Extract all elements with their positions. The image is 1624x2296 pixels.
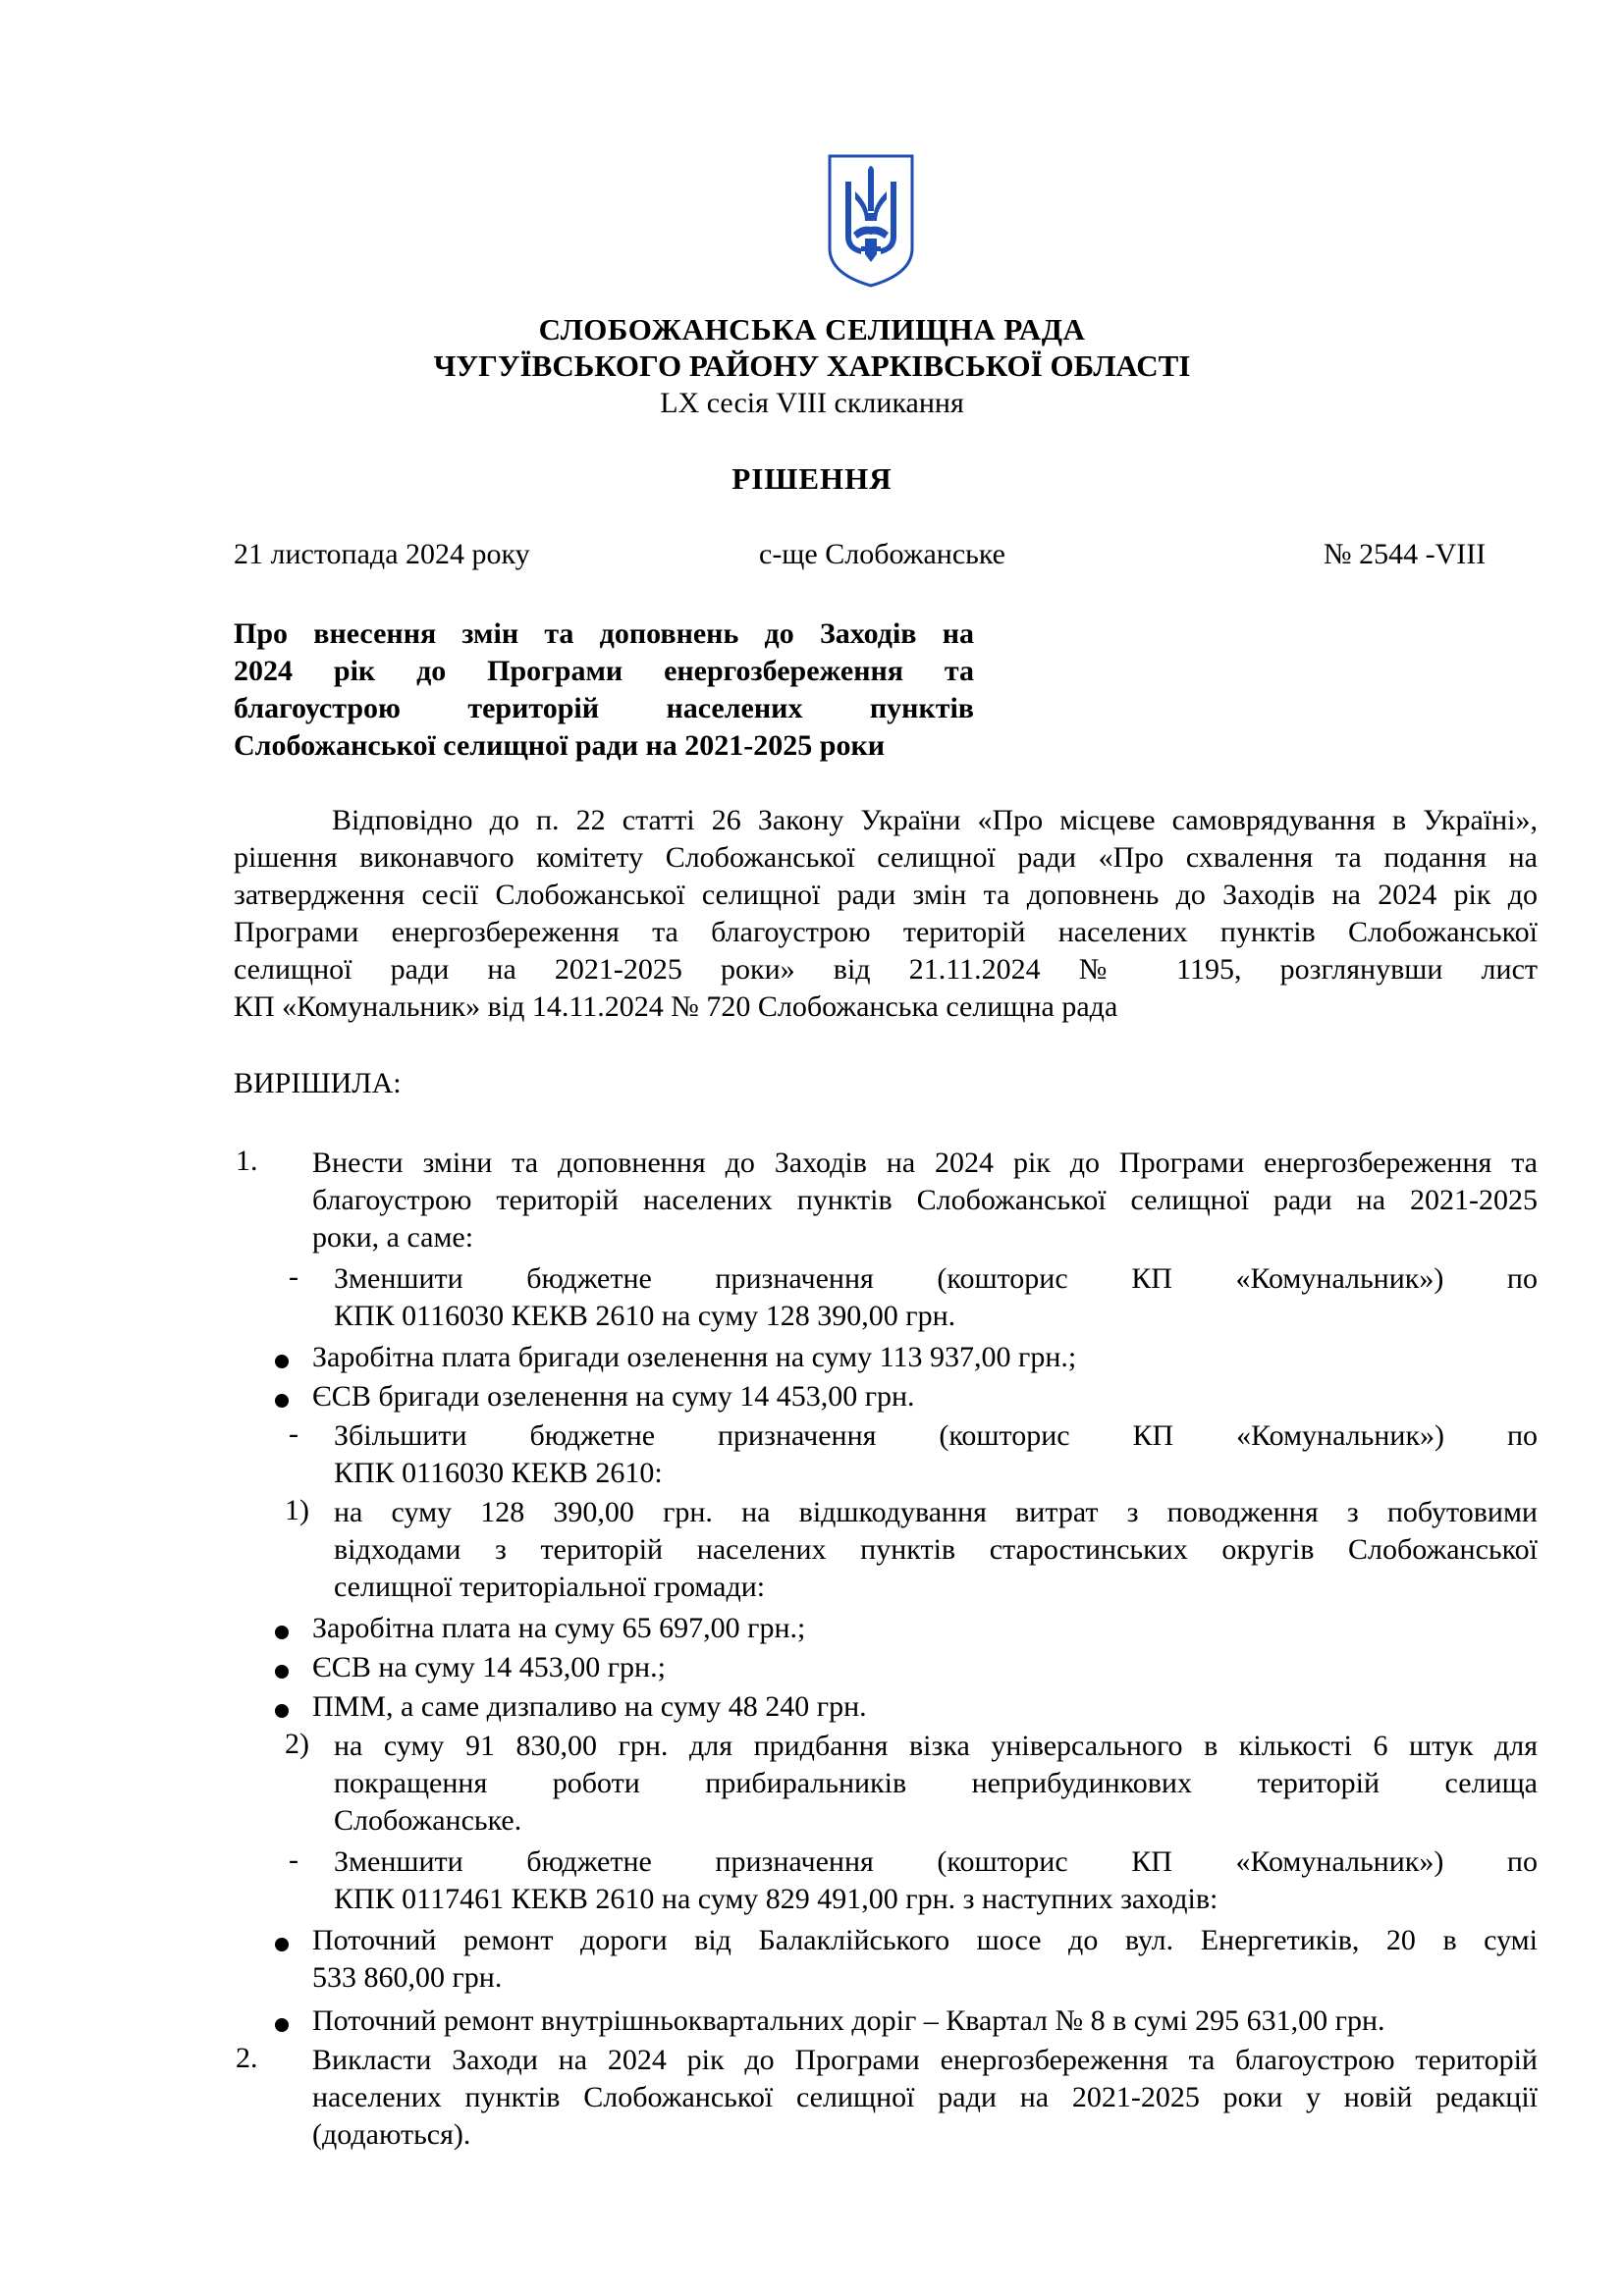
- subject-line: благоустрою територій населених пунктів: [234, 692, 974, 724]
- bullet-text: Поточний ремонт дороги від Балаклійського шосе до вул. Енергетиків, 20 в сумі 533 860,00 грн.: [312, 1924, 1538, 1994]
- subitem-number-2: 2): [285, 1728, 309, 1760]
- reduce-allocation-text: Зменшити бюджетне призначення (кошторис КП «Комунальник») по КПК 0117461 КЕКВ 2610 на суму 829 491,00 грн. з наступних заходів:: [334, 1845, 1538, 1915]
- preamble-line: КП «Комунальник» від 14.11.2024 № 720 Слобожанська селищна рада: [234, 990, 1118, 1023]
- subitem-number-1: 1): [285, 1494, 309, 1526]
- preamble-paragraph: [234, 802, 1538, 1026]
- subitem-2-text: на суму 91 830,00 грн. для придбання візка універсального в кількості 6 штук для покращення роботи прибиральників неприбудинкових територій селища Слобожанське.: [334, 1730, 1538, 1837]
- bullet-text: ЄСВ на суму 14 453,00 грн.;: [312, 1651, 666, 1683]
- council-name: СЛОБОЖАНСЬКА СЕЛИЩНА РАДА: [538, 312, 1086, 347]
- decision-subject: [234, 615, 974, 765]
- item-number-1: 1.: [236, 1145, 258, 1177]
- bullet-text: Заробітна плата на суму 65 697,00 грн.;: [312, 1612, 806, 1644]
- preamble-line: затвердження сесії Слобожанської селищної ради змін та доповнень до Заходів на 2024 рік до: [234, 879, 1538, 911]
- bullet-icon: [275, 1355, 289, 1368]
- reduce-allocation-text: Зменшити бюджетне призначення (кошторис КП «Комунальник») по КПК 0116030 КЕКВ 2610 на суму 128 390,00 грн.: [334, 1262, 1538, 1332]
- bullet-text: ЄСВ бригади озеленення на суму 14 453,00 грн.: [312, 1380, 915, 1413]
- dash-marker: -: [289, 1417, 298, 1450]
- preamble-line: рішення виконавчого комітету Слобожанської селищної ради «Про схвалення та подання на: [234, 841, 1538, 874]
- resolved-heading: ВИРІШИЛА:: [234, 1067, 402, 1099]
- bullet-text: ПММ, а саме дизпаливо на суму 48 240 грн.: [312, 1690, 867, 1723]
- item-number-2: 2.: [236, 2042, 258, 2074]
- session-label: LX сесія VIII скликання: [660, 387, 964, 419]
- subject-line: Слобожанської селищної ради на 2021-2025 роки: [234, 729, 886, 762]
- increase-allocation-text: Збільшити бюджетне призначення (кошторис КП «Комунальник») по КПК 0116030 КЕКВ 2610:: [334, 1419, 1538, 1489]
- decision-place: с-ще Слобожанське: [759, 538, 1005, 570]
- dash-marker: -: [289, 1260, 298, 1293]
- preamble-line: селищної ради на 2021-2025 роки» від 21.11.2024 № 1195, розглянувши лист: [234, 953, 1538, 986]
- bullet-icon: [275, 2018, 289, 2032]
- bullet-icon: [275, 1704, 289, 1718]
- coat-of-arms-icon: [826, 152, 916, 289]
- bullet-icon: [275, 1626, 289, 1639]
- dash-marker: -: [289, 1843, 298, 1876]
- bullet-icon: [275, 1938, 289, 1951]
- district-name: ЧУГУЇВСЬКОГО РАЙОНУ ХАРКІВСЬКОЇ ОБЛАСТІ: [433, 348, 1191, 383]
- bullet-text: Поточний ремонт внутрішньоквартальних доріг – Квартал № 8 в сумі 295 631,00 грн.: [312, 2004, 1385, 2037]
- bullet-text: Заробітна плата бригади озеленення на суму 113 937,00 грн.;: [312, 1341, 1077, 1373]
- item-1-text: Внести зміни та доповнення до Заходів на 2024 рік до Програми енергозбереження та благоустрою територій населених пунктів Слобожанської селищної ради на 2021-2025 роки, а саме:: [312, 1147, 1538, 1254]
- item-2-text: Викласти Заходи на 2024 рік до Програми енергозбереження та благоустрою територій населених пунктів Слобожанської селищної ради на 2021-2025 роки у новій редакції (додаються).: [312, 2044, 1538, 2151]
- decision-number: № 2544 -VIII: [1324, 538, 1487, 570]
- preamble-line: Відповідно до п. 22 статті 26 Закону України «Про місцеве самоврядування в Україні»,: [332, 804, 1538, 836]
- subitem-1-text: на суму 128 390,00 грн. на відшкодування витрат з поводження з побутовими відходами з територій населених пунктів старостинських округів Слобожанської селищної територіальної громади:: [334, 1496, 1538, 1603]
- decision-date: 21 листопада 2024 року: [234, 538, 530, 570]
- subject-line: Про внесення змін та доповнень до Заходів на: [234, 617, 974, 650]
- bullet-icon: [275, 1394, 289, 1408]
- preamble-line: Програми енергозбереження та благоустрою територій населених пунктів Слобожанської: [234, 916, 1538, 948]
- bullet-icon: [275, 1665, 289, 1679]
- subject-line: 2024 рік до Програми енергозбереження та: [234, 655, 974, 687]
- document-type-title: РІШЕННЯ: [731, 461, 893, 496]
